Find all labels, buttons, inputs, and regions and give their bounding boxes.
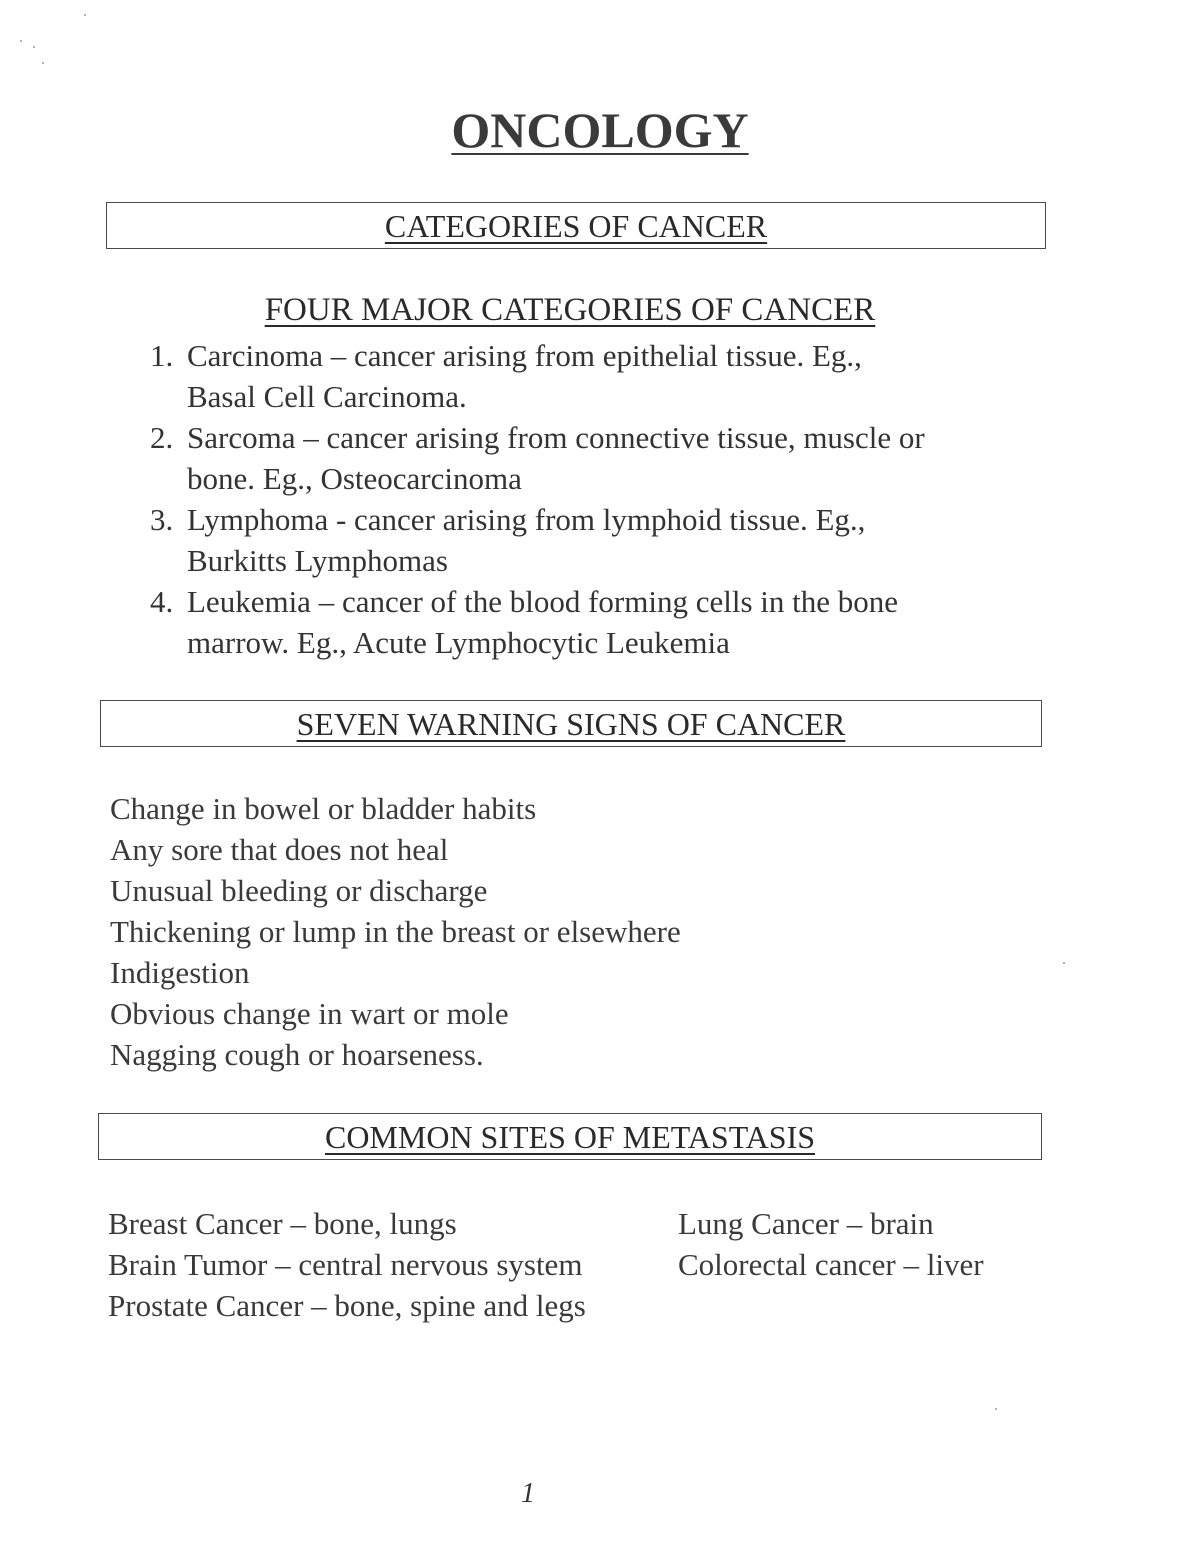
list-item: Prostate Cancer – bone, spine and legs bbox=[108, 1288, 586, 1323]
list-item: Indigestion bbox=[110, 955, 250, 990]
list-item: Any sore that does not heal bbox=[110, 832, 449, 867]
metastasis-left-column bbox=[108, 1203, 586, 1326]
list-item-line: bone. Eg., Osteocarcinoma bbox=[187, 461, 522, 496]
cancer-categories-list bbox=[150, 335, 1050, 663]
categories-section-heading bbox=[106, 202, 1046, 249]
scan-speck bbox=[33, 46, 35, 48]
list-item: Breast Cancer – bone, lungs bbox=[108, 1206, 457, 1241]
list-item-line: Sarcoma – cancer arising from connective tissue, muscle or bbox=[187, 420, 925, 455]
list-item: Nagging cough or hoarseness. bbox=[110, 1037, 484, 1072]
list-item: Change in bowel or bladder habits bbox=[110, 791, 537, 826]
metastasis-right-column bbox=[678, 1203, 984, 1285]
list-item-line: Burkitts Lymphomas bbox=[187, 543, 448, 578]
list-item-line: Carcinoma – cancer arising from epithelial tissue. Eg., bbox=[187, 338, 862, 373]
list-item-line: Leukemia – cancer of the blood forming cells in the bone bbox=[187, 584, 899, 619]
list-item: Brain Tumor – central nervous system bbox=[108, 1247, 583, 1282]
list-item bbox=[150, 499, 1050, 581]
categories-heading-text: CATEGORIES OF CANCER bbox=[384, 208, 768, 244]
warning-signs-list bbox=[110, 788, 681, 1075]
warning-signs-section-heading bbox=[100, 700, 1042, 747]
list-item-number: 2. bbox=[150, 420, 174, 455]
scan-speck bbox=[84, 14, 86, 16]
scan-speck bbox=[20, 40, 22, 42]
page-number: 1 bbox=[521, 1478, 535, 1509]
list-item-line: marrow. Eg., Acute Lymphocytic Leukemia bbox=[187, 625, 730, 660]
list-item bbox=[150, 335, 1050, 417]
list-item-number: 1. bbox=[150, 338, 174, 373]
list-item: Colorectal cancer – liver bbox=[678, 1247, 984, 1282]
four-major-categories-subheading: FOUR MAJOR CATEGORIES OF CANCER bbox=[264, 292, 876, 328]
scan-speck bbox=[1063, 962, 1065, 964]
page-title: ONCOLOGY bbox=[451, 102, 749, 158]
list-item: Lung Cancer – brain bbox=[678, 1206, 934, 1241]
scan-speck bbox=[42, 62, 44, 64]
scan-speck bbox=[995, 1408, 997, 1410]
list-item: Unusual bleeding or discharge bbox=[110, 873, 488, 908]
list-item: Thickening or lump in the breast or elsewhere bbox=[110, 914, 681, 949]
list-item-line: Lymphoma - cancer arising from lymphoid tissue. Eg., bbox=[187, 502, 866, 537]
list-item-number: 4. bbox=[150, 584, 174, 619]
list-item: Obvious change in wart or mole bbox=[110, 996, 509, 1031]
list-item bbox=[150, 417, 1050, 499]
metastasis-heading-text: COMMON SITES OF METASTASIS bbox=[324, 1119, 816, 1155]
metastasis-section-heading bbox=[98, 1113, 1042, 1160]
list-item-number: 3. bbox=[150, 502, 174, 537]
list-item-line: Basal Cell Carcinoma. bbox=[187, 379, 467, 414]
list-item bbox=[150, 581, 1050, 663]
warning-heading-text: SEVEN WARNING SIGNS OF CANCER bbox=[296, 706, 846, 742]
